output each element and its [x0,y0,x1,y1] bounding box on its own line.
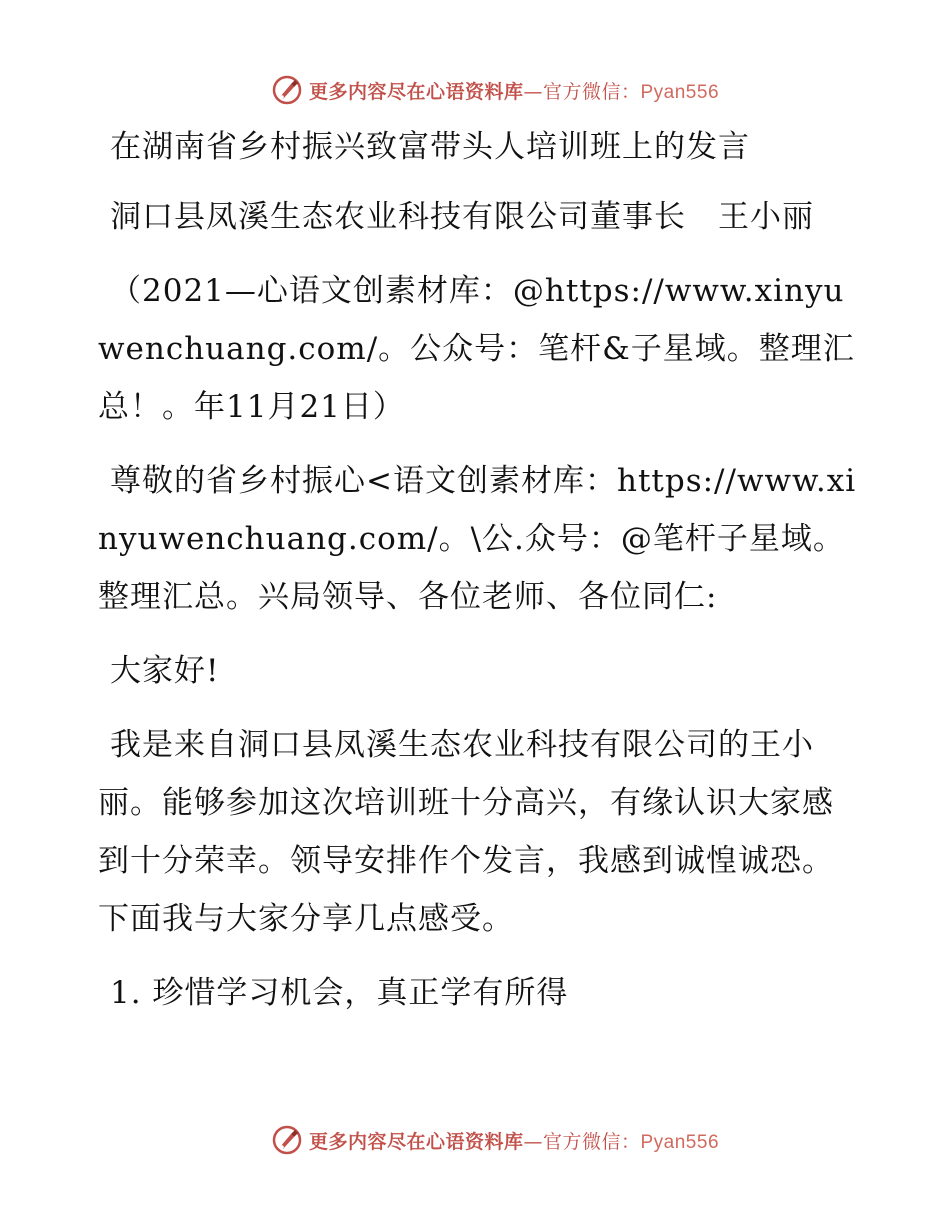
footer-banner [0,1120,950,1160]
banner-separator-bottom: — [523,1130,543,1153]
document-body [98,118,858,1038]
document-title: 在湖南省乡村振兴致富带头人培训班上的发言 [110,129,750,165]
header-banner [0,70,950,110]
document-greeting: 大家好! [110,653,220,689]
banner-text-bottom [309,1127,719,1154]
section-heading-1: 1. 珍惜学习机会，真正学有所得 [110,975,569,1011]
banner-main-text: 更多内容尽在心语资料库 [308,80,524,103]
banner-official-label: 官方微信： [542,80,641,103]
document-author: 洞口县凤溪生态农业科技有限公司董事长 王小丽 [110,199,814,235]
banner-content [271,74,719,106]
banner-official-label-bottom: 官方微信： [542,1130,641,1153]
banner-wechat-handle-bottom: Pyan556 [640,1131,720,1153]
document-intro: 我是来自洞口县凤溪生态农业科技有限公司的王小丽。能够参加这次培训班十分高兴，有缘认识大家感到十分荣幸。领导安排作个发言，我感到诚惶诚恐。下面我与大家分享几点感受。 [98,727,834,937]
document-date-note: （2021—心语文创素材库：@https://www.xinyuwenchuang.com/。公众号：笔杆&子星域。整理汇总！。年11月21日） [98,273,855,425]
banner-main-text-bottom: 更多内容尽在心语资料库 [308,1130,524,1153]
banner-text [309,77,719,104]
pen-nib-icon [271,1124,303,1156]
banner-wechat-handle: Pyan556 [640,81,720,103]
document-salutation: 尊敬的省乡村振心<语文创素材库：https://www.xinyuwenchuang.com/。\公.众号：@笔杆子星域。整理汇总。兴局领导、各位老师、各位同仁: [98,463,857,615]
banner-content-bottom [271,1124,719,1156]
banner-separator: — [523,80,543,103]
pen-nib-icon [271,74,303,106]
